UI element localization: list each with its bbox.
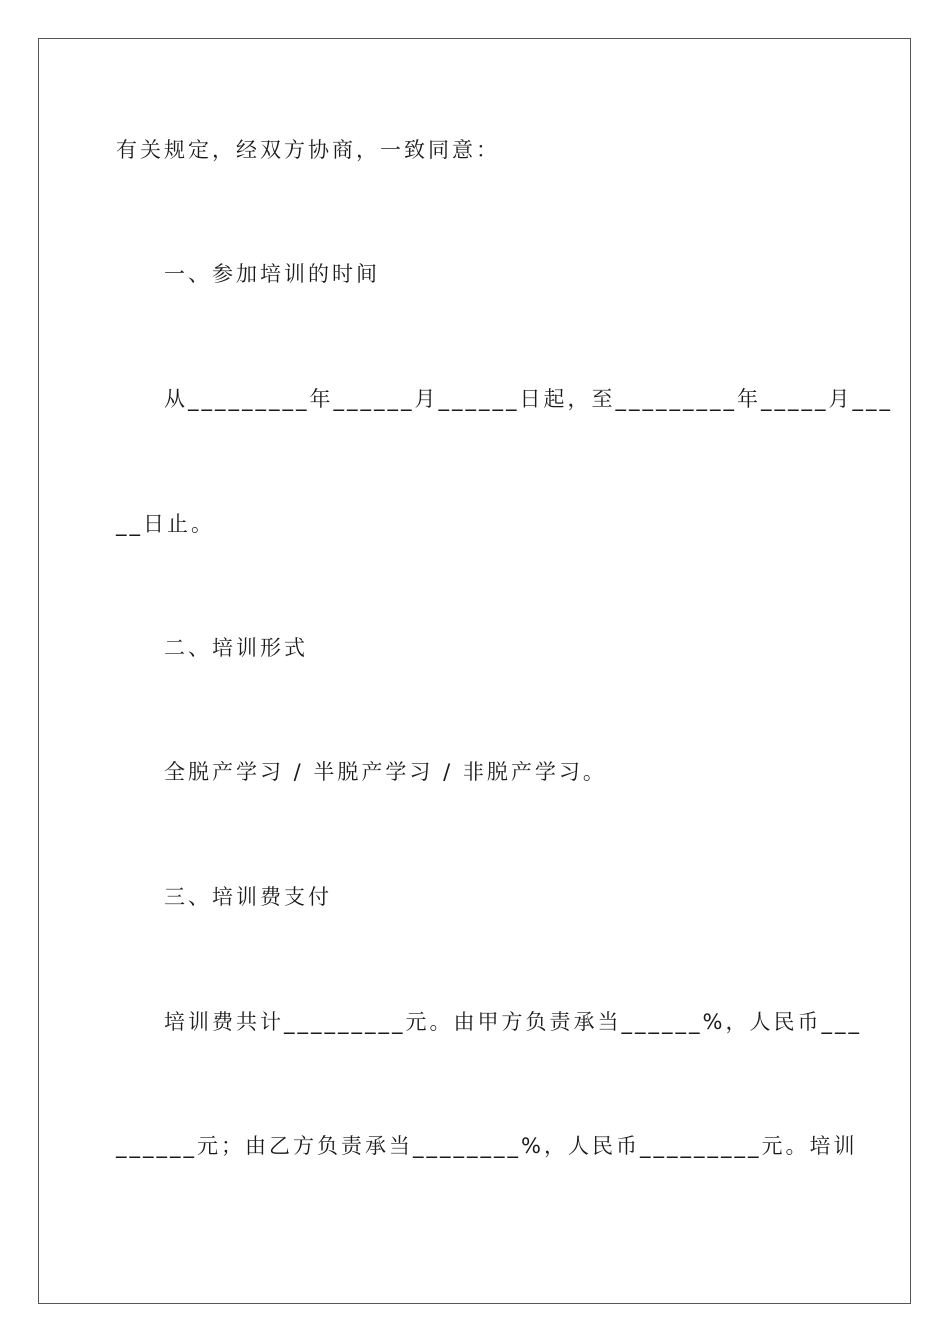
training-period-line: 从_________年______月______日起，至_________年_____月___ — [164, 387, 893, 411]
fee-total-line: 培训费共计_________元。由甲方负责承当______%，人民币___ — [164, 1010, 862, 1034]
fee-split-line: ______元；由乙方负责承当________%，人民币_________元。培训 — [116, 1134, 858, 1158]
training-form-options: 全脱产学习 / 半脱产学习 / 非脱产学习。 — [164, 760, 607, 784]
section-heading-training-form: 二、培训形式 — [164, 636, 308, 660]
section-heading-fee-payment: 三、培训费支付 — [164, 885, 332, 909]
section-heading-training-time: 一、参加培训的时间 — [164, 262, 380, 286]
training-period-continued: __日止。 — [116, 512, 215, 536]
page-frame — [38, 38, 911, 1304]
intro-line: 有关规定，经双方协商，一致同意： — [116, 138, 500, 162]
